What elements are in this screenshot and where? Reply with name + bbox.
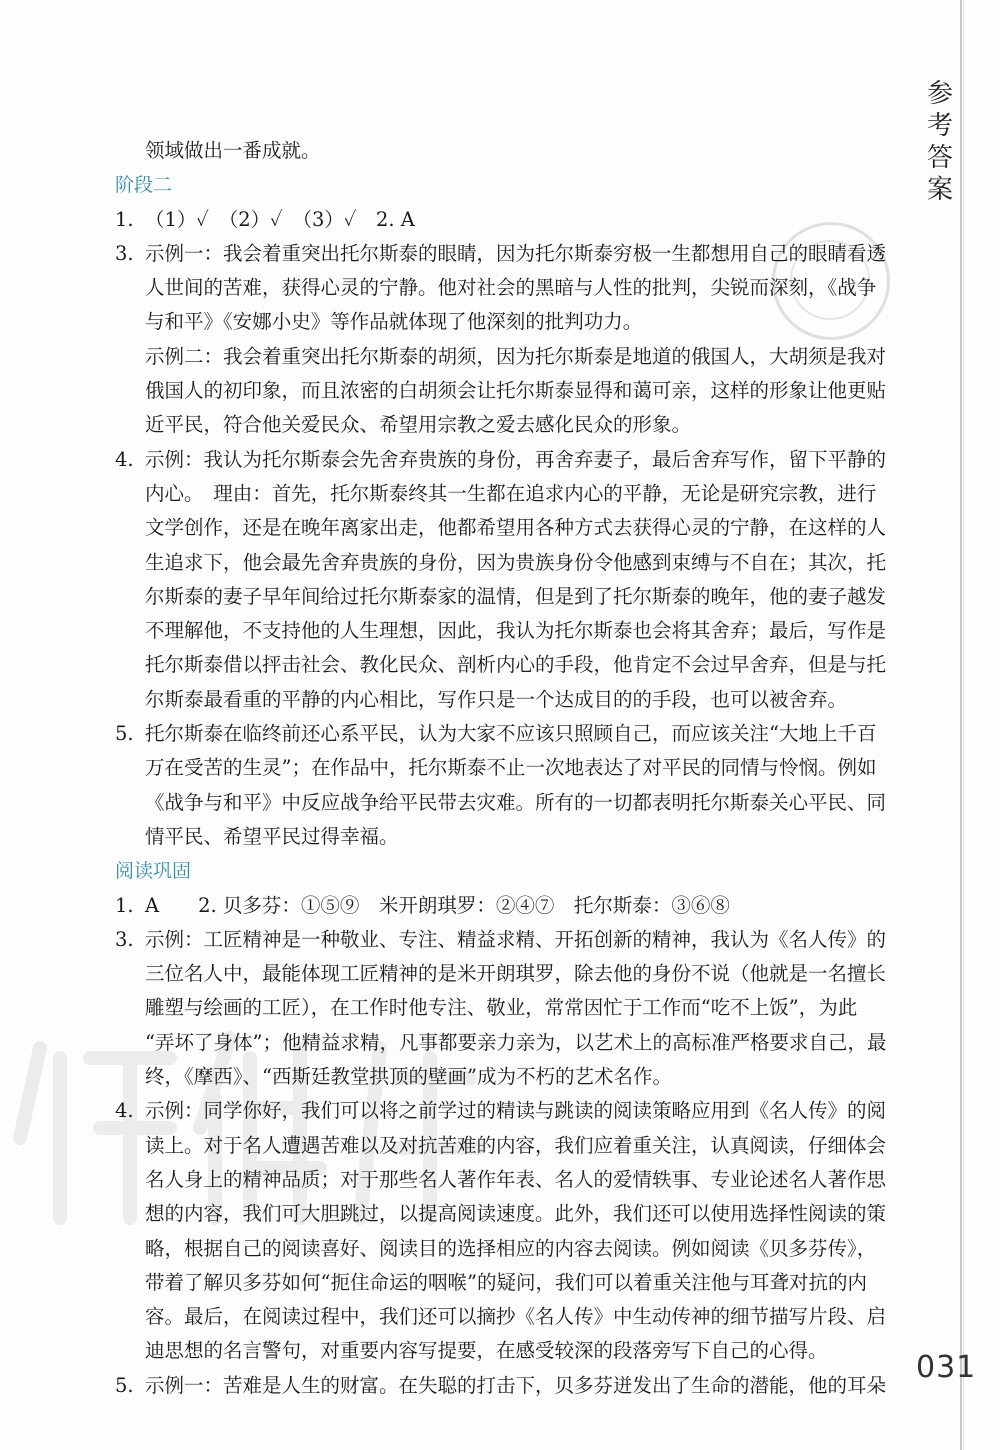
text-line: 领域做出一番成就。 [145,139,321,162]
answer-item [115,203,915,237]
answer-item [115,923,915,957]
item-text: 示例：我认为托尔斯泰会先舍弃贵族的身份，再舍弃妻子，最后舍弃写作，留下平静的 [145,447,887,471]
side-title-char: 参 [926,79,953,109]
text-line: 生追求下，他会最先舍弃贵族的身份，因为贵族身份令他感到束缚与不自在；其次，托 [145,550,887,574]
item-number: 1. [115,207,134,231]
page-number: 031 [916,1350,977,1385]
item-text: A 2. 贝多芬：①⑤⑨ 米开朗琪罗：②④⑦ 托尔斯泰：③⑥⑧ [145,893,730,917]
item-number: 5. [115,1373,134,1397]
text-line: 读上。对于名人遭遇苦难以及对抗苦难的内容，我们应着重关注，认真阅读，仔细体会 [145,1133,887,1157]
answer-item [115,237,915,271]
text-line: 名人身上的精神品质；对于那些名人著作年表、名人的爱情轶事、专业论述名人著作思 [145,1167,887,1191]
text-line: 托尔斯泰借以抨击社会、教化民众、剖析内心的手段，他肯定不会过早舍弃，但是与托 [145,653,887,677]
item-number: 5. [115,722,134,746]
text-line: “弄坏了身体”；他精益求精，凡事都要亲力亲为，以艺术上的高标准严格要求自己，最 [145,1030,887,1054]
text-line: 人世间的苦难，获得心灵的宁静。他对社会的黑暗与人性的批判，尖锐而深刻，《战争 [145,276,877,300]
text-line: 迪思想的名言警句，对重要内容写提要，在感受较深的段落旁写下自己的心得。 [145,1339,828,1363]
text-line: 容。最后，在阅读过程中，我们还可以摘抄《名人传》中生动传神的细节描写片段、启 [145,1305,887,1329]
answer-content [115,134,915,1403]
section-heading-stage2: 阶段二 [115,174,173,197]
text-line: 内心。 理由：首先，托尔斯泰终其一生都在追求内心的平静，无论是研究宗教，进行 [145,481,877,505]
text-line: 示例二：我会着重突出托尔斯泰的胡须，因为托尔斯泰是地道的俄国人，大胡须是我对 [145,344,887,368]
answer-item [115,443,915,477]
answer-item [115,1369,915,1403]
item-number: 4. [115,447,134,471]
item-number: 1. [115,893,134,917]
answer-item [115,1094,915,1128]
text-line: 略，根据自己的阅读喜好、阅读目的选择相应的内容去阅读。例如阅读《贝多芬传》， [145,1236,877,1260]
text-line: 不理解他，不支持他的人生理想，因此，我认为托尔斯泰也会将其舍弃；最后，写作是 [145,619,887,643]
item-number: 3. [115,927,134,951]
item-number: 3. [115,241,134,265]
text-line: 尔斯泰的妻子早年间给过托尔斯泰家的温情，但是到了托尔斯泰的晚年，他的妻子越发 [145,584,887,608]
sidebar-divider-thin [963,0,964,1450]
text-line: 近平民，符合他关爱民众、希望用宗教之爱去感化民众的形象。 [145,413,692,437]
text-line: 文学创作，还是在晚年离家出走，他都希望用各种方式去获得心灵的宁静，在这样的人 [145,516,887,540]
text-line: 情平民、希望平民过得幸福。 [145,824,399,848]
side-section-title [922,78,958,206]
side-title-char: 考 [926,111,953,141]
answer-item [115,889,915,923]
item-text: 示例：工匠精神是一种敬业、专注、精益求精、开拓创新的精神，我认为《名人传》的 [145,927,887,951]
item-text: 示例一：苦难是人生的财富。在失聪的打击下，贝多芬迸发出了生命的潜能，他的耳朵 [145,1373,887,1397]
item-text: 托尔斯泰在临终前还心系平民，认为大家不应该只照顾自己，而应该关注“大地上千百 [145,722,877,746]
sidebar-divider [960,0,962,1450]
text-line: 与和平》《安娜小史》等作品就体现了他深刻的批判功力。 [145,310,643,334]
side-title-char: 案 [926,175,953,205]
text-line: 终，《摩西》、“西斯廷教堂拱顶的壁画”成为不朽的艺术名作。 [145,1065,672,1089]
text-line: 带着了解贝多芬如何“扼住命运的咽喉”的疑问，我们可以着重关注他与耳聋对抗的内 [145,1270,867,1294]
text-line: 尔斯泰最看重的平静的内心相比，写作只是一个达成目的的手段，也可以被舍弃。 [145,687,848,711]
text-line: 万在受苦的生灵”；在作品中，托尔斯泰不止一次地表达了对平民的同情与怜悯。例如 [145,756,877,780]
item-text: 示例一：我会着重突出托尔斯泰的眼睛，因为托尔斯泰穷极一生都想用自己的眼睛看透 [145,241,887,265]
item-text: 示例：同学你好，我们可以将之前学过的精读与跳读的阅读策略应用到《名人传》的阅 [145,1099,887,1123]
text-line: 雕塑与绘画的工匠），在工作时他专注、敬业，常常因忙于工作而“吃不上饭”，为此 [145,996,858,1020]
text-line: 《战争与和平》中反应战争给平民带去灾难。所有的一切都表明托尔斯泰关心平民、同 [145,790,887,814]
item-text: （1）✓ （2）✓ （3）✓ 2. A [145,207,415,231]
item-number: 4. [115,1099,134,1123]
text-line: 俄国人的初印象，而且浓密的白胡须会让托尔斯泰显得和蔼可亲，这样的形象让他更贴 [145,379,887,403]
answer-item [115,717,915,751]
text-line: 想的内容，我们可大胆跳过，以提高阅读速度。此外，我们还可以使用选择性阅读的策 [145,1202,887,1226]
side-title-char: 答 [926,143,953,173]
section-heading-review: 阅读巩固 [115,860,192,883]
text-line: 三位名人中，最能体现工匠精神的是米开朗琪罗，除去他的身份不说（他就是一名擅长 [145,962,887,986]
